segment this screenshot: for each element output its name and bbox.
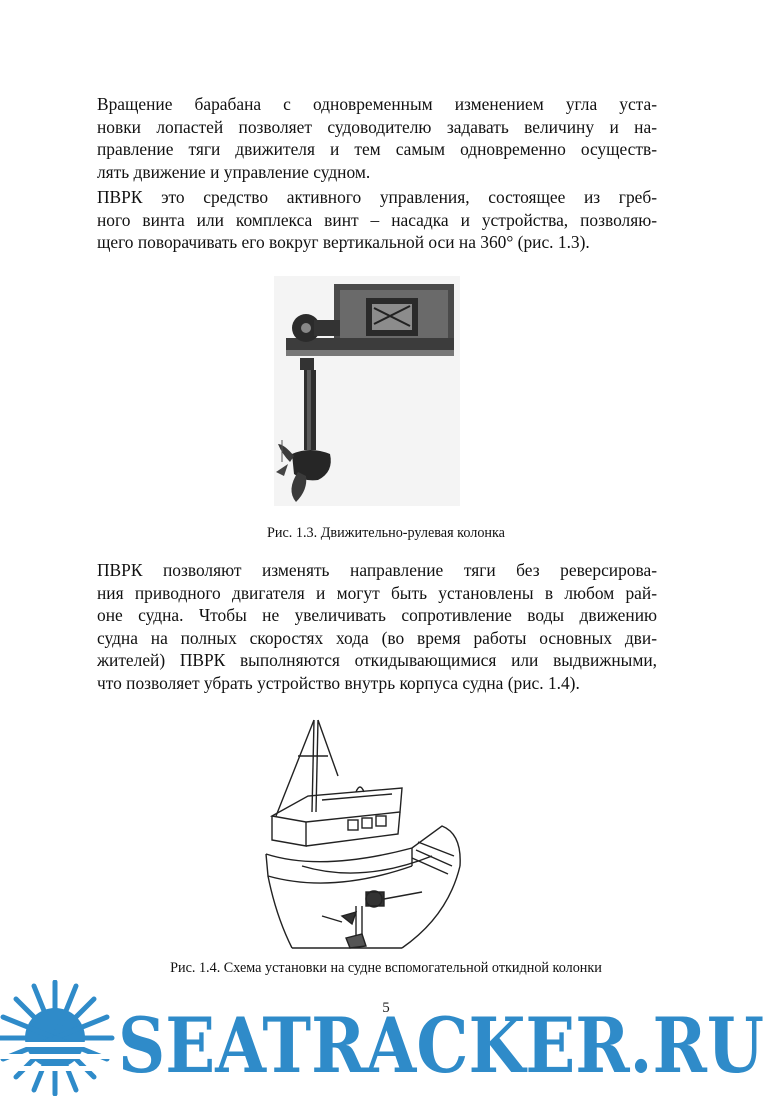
text-line: ПВРК позволяют изменять направление тяги без реверсирова- [97, 560, 657, 580]
figure-1-3-caption: Рис. 1.3. Движительно-рулевая колонка [267, 525, 505, 541]
watermark-text: SEATRACKER.RU [118, 1001, 764, 1090]
paragraph-2 [97, 186, 657, 254]
paragraph-3 [97, 559, 657, 694]
text-line: что позволяет убрать устройство внутрь корпуса судна (рис. 1.4). [97, 672, 580, 693]
text-line: ного винта или комплекса винт – насадка и устройства, позволяю- [97, 209, 657, 230]
text-line: оне судна. Чтобы не увеличивать сопротивление воды движению [97, 605, 657, 625]
figure-1-4-ship-scheme [262, 716, 472, 954]
steering-column-illustration [274, 276, 460, 506]
ship-scheme-illustration [262, 716, 472, 954]
watermark [0, 980, 772, 1096]
text-line: судна на полных скоростях хода (во время работы основных дви- [97, 627, 657, 648]
text-line: ПВРК это средство активного управления, состоящее из греб- [97, 187, 657, 207]
text-line: щего поворачивать его вокруг вертикальной оси на 360° (рис. 1.3). [97, 232, 590, 252]
text-line: лять движение и управление судном. [97, 161, 371, 182]
text-line: Вращение барабана с одновременным изменением угла уста- [97, 94, 657, 114]
figure-1-4-caption: Рис. 1.4. Схема установки на судне вспомогательной откидной колонки [170, 960, 602, 976]
paragraph-1 [97, 93, 657, 183]
text-line: жителей) ПВРК выполняются откидывающимися или выдвижными, [97, 650, 657, 670]
text-line: правление тяги движителя и тем самым одновременно осуществ- [97, 139, 657, 159]
figure-1-3-steering-column [274, 276, 460, 506]
sun-icon [0, 982, 112, 1094]
text-line: ния приводного двигателя и могут быть установлены в любом рай- [97, 582, 657, 603]
text-line: новки лопастей позволяет судоводителю задавать величину и на- [97, 116, 657, 137]
page-number: 5 [382, 1000, 390, 1016]
